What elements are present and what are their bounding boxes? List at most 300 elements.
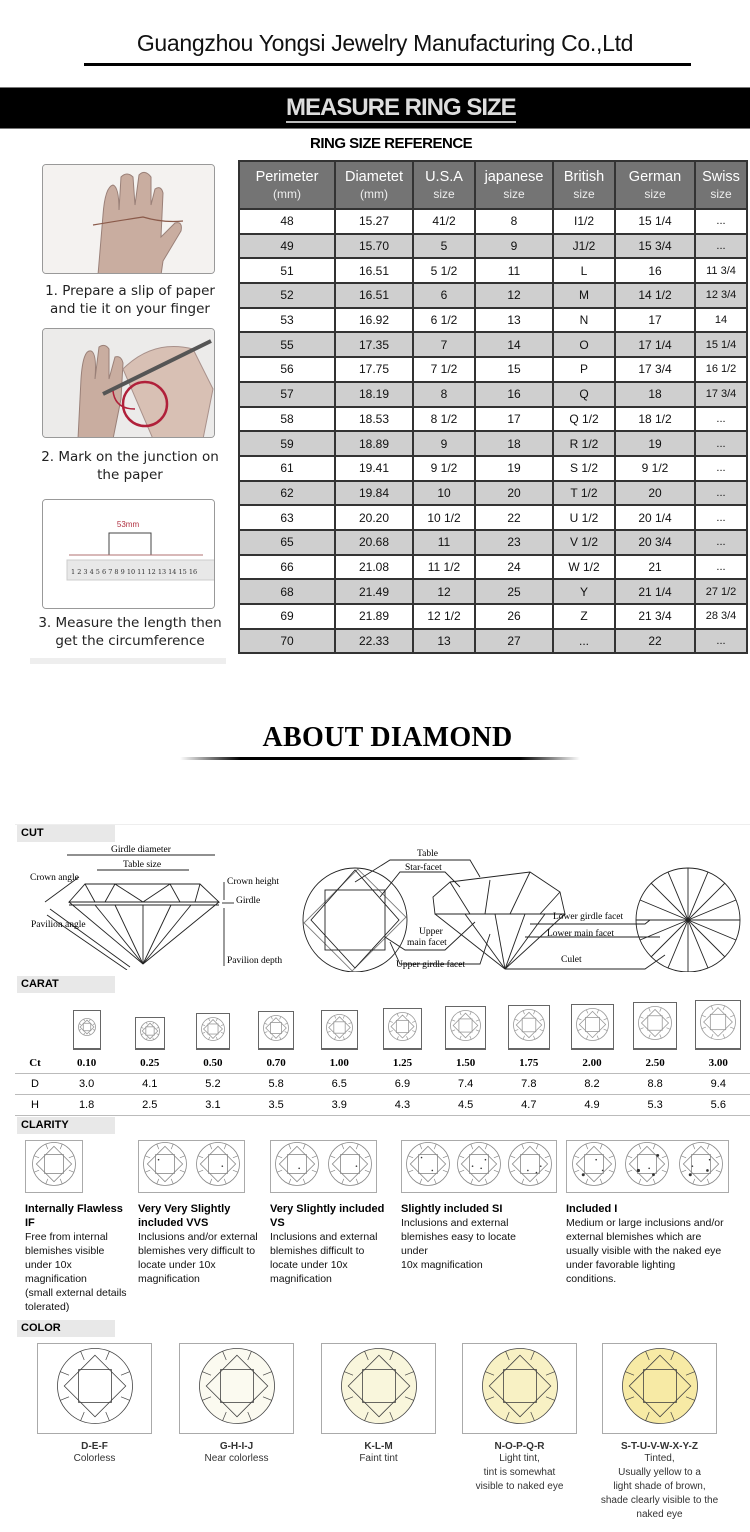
carat-value: 8.8 <box>647 1078 663 1090</box>
label-star-facet: Star-facet <box>405 863 442 873</box>
table-cell: 16.51 <box>335 283 413 308</box>
ring-size-table <box>238 160 748 654</box>
label-pavilion-depth: Pavilion depth <box>227 956 283 966</box>
carat-stone-box <box>508 1005 550 1050</box>
ring-size-reference-title: RING SIZE REFERENCE <box>310 135 473 152</box>
row-label: H <box>31 1099 39 1111</box>
clarity-grade-code: VS <box>270 1217 285 1229</box>
table-cell: 27 <box>475 629 553 654</box>
column-header-title: U.S.A <box>425 169 463 185</box>
table-cell: Q <box>553 382 615 407</box>
clarity-grade-code: IF <box>25 1217 35 1229</box>
table-cell: 53 <box>239 308 335 333</box>
color-grade-label: D-E-F <box>81 1441 108 1452</box>
diamond-icon <box>624 1141 670 1192</box>
diamond-icon <box>405 1141 451 1192</box>
table-cell: 9 <box>475 234 553 259</box>
table-cell: 11 <box>475 258 553 283</box>
color-grade <box>159 1441 314 1466</box>
table-row <box>239 555 747 580</box>
column-header-title: japanese <box>484 169 544 185</box>
color-grade <box>301 1441 456 1466</box>
color-image-box <box>179 1343 294 1434</box>
row-label: D <box>31 1078 39 1090</box>
table-cell: 15.70 <box>335 234 413 259</box>
clarity-grade-title: Very Slightly included <box>270 1203 385 1215</box>
diamond-icon <box>387 1011 418 1047</box>
clarity-grade-description: external blemishes which are <box>566 1231 702 1243</box>
cut-facets-diagram <box>295 842 750 972</box>
clarity-grade-description: tolerated) <box>25 1301 70 1313</box>
diamond-icon <box>512 1008 546 1047</box>
table-cell: 70 <box>239 629 335 654</box>
table-cell: 21 <box>615 555 695 580</box>
column-header <box>335 161 413 209</box>
clarity-grade-code: included VVS <box>138 1217 209 1229</box>
table-cell: 10 1/2 <box>413 505 475 530</box>
carat-value: 1.8 <box>78 1099 95 1111</box>
carat-stone-box <box>695 1000 741 1050</box>
column-header-title: Swiss <box>702 169 740 185</box>
column-header <box>413 161 475 209</box>
clarity-grade-description: locate under 10x <box>270 1259 348 1271</box>
clarity-grade <box>270 1202 405 1286</box>
table-cell: 21.49 <box>335 579 413 604</box>
carat-value: 7.8 <box>521 1078 537 1090</box>
diamond-icon <box>31 1141 77 1192</box>
table-cell: 5 1/2 <box>413 258 475 283</box>
clarity-grade-description: 10x magnification <box>401 1259 483 1271</box>
clarity-grade-description: under favorable lighting <box>566 1259 676 1271</box>
carat-stone-box <box>445 1006 486 1050</box>
color-grade-description: tint is somewhat <box>483 1467 556 1478</box>
measure-ring-size-banner <box>0 87 750 129</box>
carat-value: 5.6 <box>710 1099 726 1111</box>
table-cell: 16 <box>615 258 695 283</box>
diamond-icon <box>507 1141 553 1192</box>
table-row <box>239 258 747 283</box>
carat-value: 6.5 <box>331 1078 347 1090</box>
carat-value: 2.00 <box>582 1057 602 1069</box>
diamond-icon <box>449 1009 482 1047</box>
table-cell: 65 <box>239 530 335 555</box>
clarity-grade <box>401 1202 536 1272</box>
table-cell: 17 3/4 <box>695 382 747 407</box>
table-cell: 20 1/4 <box>615 505 695 530</box>
table-cell: 19 <box>475 456 553 481</box>
carat-ct-row <box>15 1053 750 1074</box>
label-crown-height: Crown height <box>227 877 279 887</box>
table-cell: 16 <box>475 382 553 407</box>
color-grade <box>582 1441 737 1522</box>
table-cell: 12 3/4 <box>695 283 747 308</box>
table-cell: 19 <box>615 431 695 456</box>
clarity-grade-title: Very Very Slightly <box>138 1203 231 1215</box>
table-cell: 58 <box>239 407 335 432</box>
table-cell: 9 1/2 <box>615 456 695 481</box>
carat-value: 0.50 <box>203 1057 223 1069</box>
carat-value: 9.4 <box>710 1078 726 1090</box>
carat-value: 5.8 <box>268 1078 284 1090</box>
label-lower-girdle: Lower girdle facet <box>553 912 624 922</box>
color-image-box <box>602 1343 717 1434</box>
table-cell: 8 1/2 <box>413 407 475 432</box>
column-header <box>553 161 615 209</box>
clarity-grade-description: blemishes visible <box>25 1245 105 1257</box>
table-cell: ... <box>695 481 747 506</box>
color-grade-label: S-T-U-V-W-X-Y-Z <box>620 1441 698 1452</box>
clarity-grade-description: blemishes very difficult to <box>138 1245 256 1257</box>
carat-stone-box <box>196 1013 230 1050</box>
carat-stone-box <box>258 1011 294 1050</box>
table-row <box>239 431 747 456</box>
column-header <box>475 161 553 209</box>
table-cell: 62 <box>239 481 335 506</box>
table-cell: 16.92 <box>335 308 413 333</box>
table-cell: 68 <box>239 579 335 604</box>
column-header <box>615 161 695 209</box>
about-diamond-underline <box>180 757 580 760</box>
column-header-unit: size <box>433 187 455 201</box>
carat-value: 3.9 <box>331 1099 347 1111</box>
table-cell: R 1/2 <box>553 431 615 456</box>
table-cell: 17 <box>475 407 553 432</box>
table-cell: 69 <box>239 604 335 629</box>
carat-value: 1.50 <box>455 1057 476 1069</box>
diamond-icon <box>621 1347 699 1430</box>
table-cell: 21.89 <box>335 604 413 629</box>
table-cell: 51 <box>239 258 335 283</box>
table-row <box>239 456 747 481</box>
clarity-grade-description: blemishes difficult to <box>270 1245 365 1257</box>
diamond-icon <box>262 1014 290 1047</box>
table-cell: L <box>553 258 615 283</box>
carat-value: 2.50 <box>645 1057 665 1069</box>
table-cell: 17 1/4 <box>615 332 695 357</box>
diamond-icon <box>699 1003 737 1046</box>
table-cell: 16.51 <box>335 258 413 283</box>
table-cell: 13 <box>413 629 475 654</box>
table-cell: 61 <box>239 456 335 481</box>
table-cell: ... <box>695 407 747 432</box>
step-3-image <box>42 499 215 609</box>
column-header-title: British <box>563 169 605 185</box>
table-cell: 9 <box>413 431 475 456</box>
table-row <box>239 357 747 382</box>
clarity-image-box <box>138 1140 245 1193</box>
diamond-icon <box>456 1141 502 1192</box>
table-row <box>239 481 747 506</box>
table-row <box>239 579 747 604</box>
table-cell: 41/2 <box>413 209 475 234</box>
diamond-icon <box>340 1347 418 1430</box>
table-cell: 25 <box>475 579 553 604</box>
column-header-unit: size <box>644 187 666 201</box>
table-cell: 12 <box>413 579 475 604</box>
table-row <box>239 407 747 432</box>
clarity-grade-description: usually visible with the naked eye <box>566 1245 722 1257</box>
table-cell: 24 <box>475 555 553 580</box>
step-3-caption: 3. Measure the length then get the circumference <box>38 615 222 649</box>
ruler-label: 53mm <box>116 520 140 529</box>
label-crown-angle: Crown angle <box>30 873 79 883</box>
carat-value: 1.25 <box>392 1057 413 1069</box>
table-cell: 49 <box>239 234 335 259</box>
color-image-box <box>37 1343 152 1434</box>
carat-value: 4.5 <box>457 1099 474 1111</box>
label-lower-main: Lower main facet <box>547 929 614 939</box>
table-cell: 26 <box>475 604 553 629</box>
step-2-image <box>42 328 215 438</box>
table-cell: 18.53 <box>335 407 413 432</box>
carat-value: 1.75 <box>519 1057 539 1069</box>
clarity-grade <box>138 1202 273 1286</box>
carat-value: 7.4 <box>457 1078 474 1090</box>
table-cell: ... <box>695 209 747 234</box>
cut-profile-diagram <box>15 842 295 970</box>
label-table: Table <box>417 849 438 859</box>
carat-value: 0.10 <box>76 1057 97 1069</box>
clarity-grade-description: Inclusions and external <box>401 1217 509 1229</box>
ruler-measure-icon <box>43 500 215 609</box>
hand-marking-paper-icon <box>43 329 215 438</box>
carat-value: 4.7 <box>521 1099 537 1111</box>
clarity-grade-description: Inclusions and/or external <box>138 1231 258 1243</box>
label-upper-main-1: Upper <box>419 927 443 937</box>
table-cell: 14 <box>475 332 553 357</box>
table-row <box>239 209 747 234</box>
clarity-section-label: CLARITY <box>17 1117 115 1134</box>
table-cell: 8 <box>475 209 553 234</box>
table-cell: 18 1/2 <box>615 407 695 432</box>
column-header-title: Diametet <box>344 169 404 185</box>
table-cell: ... <box>695 431 747 456</box>
label-upper-girdle: Upper girdle facet <box>396 960 466 970</box>
diamond-icon <box>142 1141 188 1192</box>
table-row <box>239 332 747 357</box>
color-grade-description: naked eye <box>636 1509 683 1520</box>
table-cell: Z <box>553 604 615 629</box>
table-cell: ... <box>695 234 747 259</box>
table-cell: 11 3/4 <box>695 258 747 283</box>
column-header-unit: size <box>710 187 732 201</box>
color-grade-description: shade clearly visible to the <box>600 1495 719 1506</box>
carat-value: 1.00 <box>329 1057 349 1069</box>
column-header-unit: (mm) <box>273 187 301 201</box>
color-grade-description: Faint tint <box>359 1453 398 1464</box>
table-cell: 22 <box>475 505 553 530</box>
table-cell: 11 1/2 <box>413 555 475 580</box>
clarity-grade-description: locate under 10x <box>138 1259 216 1271</box>
clarity-image-box <box>566 1140 729 1193</box>
color-image-box <box>321 1343 436 1434</box>
carat-section-label: CARAT <box>17 976 115 993</box>
table-cell: 5 <box>413 234 475 259</box>
clarity-grade-description: magnification <box>138 1273 200 1285</box>
table-header-row <box>239 161 747 209</box>
carat-value: 8.2 <box>584 1078 600 1090</box>
clarity-image-box <box>25 1140 83 1193</box>
clarity-image-box <box>401 1140 557 1193</box>
label-table-size: Table size <box>123 860 162 870</box>
carat-value: 4.3 <box>394 1099 411 1111</box>
table-cell: 20 3/4 <box>615 530 695 555</box>
color-grade-label: G-H-I-J <box>219 1441 254 1452</box>
color-grade-description: Near colorless <box>204 1453 269 1464</box>
table-cell: 18 <box>615 382 695 407</box>
label-upper-main-2: main facet <box>407 938 447 948</box>
table-cell: 19.41 <box>335 456 413 481</box>
banner-title: MEASURE RING SIZE <box>286 94 516 121</box>
table-cell: 21.08 <box>335 555 413 580</box>
table-cell: J1/2 <box>553 234 615 259</box>
color-grade-description: light shade of brown, <box>613 1481 706 1492</box>
table-cell: 17.35 <box>335 332 413 357</box>
diamond-icon <box>637 1005 673 1046</box>
clarity-grade-title: Slightly included SI <box>401 1203 503 1215</box>
table-cell: 27 1/2 <box>695 579 747 604</box>
diamond-icon <box>575 1007 610 1047</box>
table-cell: 17 <box>615 308 695 333</box>
table-cell: 18.19 <box>335 382 413 407</box>
table-row <box>239 382 747 407</box>
table-row <box>239 308 747 333</box>
carat-value: 5.3 <box>647 1099 663 1111</box>
table-cell: 66 <box>239 555 335 580</box>
table-cell: I1/2 <box>553 209 615 234</box>
table-cell: P <box>553 357 615 382</box>
steps-footer-bar <box>30 658 226 664</box>
table-row <box>239 505 747 530</box>
carat-value: 5.2 <box>205 1078 221 1090</box>
table-cell: 20 <box>615 481 695 506</box>
clarity-grade-description: conditions. <box>566 1273 617 1285</box>
table-cell: 14 <box>695 308 747 333</box>
table-cell: ... <box>695 456 747 481</box>
color-grade-description: Tinted, <box>644 1453 675 1464</box>
carat-stone-row <box>15 995 750 1050</box>
table-cell: 23 <box>475 530 553 555</box>
cut-section-label: CUT <box>17 825 115 842</box>
carat-value: 3.1 <box>205 1099 221 1111</box>
table-cell: O <box>553 332 615 357</box>
color-grade-description: Light tint, <box>499 1453 540 1464</box>
carat-value: 3.00 <box>708 1057 728 1069</box>
table-cell: 12 <box>475 283 553 308</box>
table-cell: 15 1/4 <box>695 332 747 357</box>
carat-h-row <box>15 1095 750 1116</box>
column-header <box>239 161 335 209</box>
clarity-grade-description: (small external details <box>25 1287 127 1299</box>
column-header-unit: (mm) <box>360 187 388 201</box>
diamond-icon <box>77 1017 97 1042</box>
table-cell: 21 3/4 <box>615 604 695 629</box>
carat-d-row <box>15 1074 750 1095</box>
column-header-unit: size <box>573 187 595 201</box>
diamond-icon <box>678 1141 724 1192</box>
color-grade-description: visible to naked eye <box>475 1481 564 1492</box>
hand-with-string-icon <box>43 165 215 274</box>
table-cell: 17.75 <box>335 357 413 382</box>
diamond-icon <box>571 1141 617 1192</box>
carat-stone-box <box>321 1010 358 1050</box>
table-cell: 14 1/2 <box>615 283 695 308</box>
table-row <box>239 629 747 654</box>
clarity-image-box <box>270 1140 377 1193</box>
diamond-icon <box>481 1347 559 1430</box>
table-cell: 48 <box>239 209 335 234</box>
carat-stone-box <box>383 1008 422 1050</box>
table-cell: 10 <box>413 481 475 506</box>
diamond-icon <box>198 1347 276 1430</box>
table-cell: 22 <box>615 629 695 654</box>
color-grade <box>442 1441 597 1494</box>
table-cell: 63 <box>239 505 335 530</box>
ruler-numbers: 1 2 3 4 5 6 7 8 9 10 11 12 13 14 15 16 <box>71 568 198 576</box>
color-grade-label: K-L-M <box>364 1441 393 1452</box>
table-cell: 52 <box>239 283 335 308</box>
table-cell: S 1/2 <box>553 456 615 481</box>
table-cell: 7 1/2 <box>413 357 475 382</box>
diamond-icon <box>327 1141 373 1192</box>
table-cell: 13 <box>475 308 553 333</box>
carat-stone-box <box>571 1004 614 1050</box>
table-cell: 8 <box>413 382 475 407</box>
table-cell: V 1/2 <box>553 530 615 555</box>
table-cell: 12 1/2 <box>413 604 475 629</box>
table-row <box>239 530 747 555</box>
table-cell: 16 1/2 <box>695 357 747 382</box>
table-cell: 20.20 <box>335 505 413 530</box>
table-cell: 57 <box>239 382 335 407</box>
company-underline <box>84 63 691 66</box>
table-cell: 15 1/4 <box>615 209 695 234</box>
clarity-grade-description: under 10x <box>25 1259 72 1271</box>
section-divider <box>15 824 750 825</box>
clarity-grade-description: magnification <box>270 1273 332 1285</box>
table-cell: 15 3/4 <box>615 234 695 259</box>
row-label: Ct <box>29 1057 41 1069</box>
step-1-caption: 1. Prepare a slip of paper and tie it on your finger <box>45 283 215 317</box>
table-cell: 20.68 <box>335 530 413 555</box>
table-cell: 11 <box>413 530 475 555</box>
table-cell: Q 1/2 <box>553 407 615 432</box>
table-cell: N <box>553 308 615 333</box>
carat-value: 3.5 <box>268 1099 284 1111</box>
clarity-grade-description: Free from internal <box>25 1231 108 1243</box>
color-grade-description: Usually yellow to a <box>618 1467 701 1478</box>
table-cell: ... <box>553 629 615 654</box>
label-culet: Culet <box>561 955 582 965</box>
color-image-box <box>462 1343 577 1434</box>
table-cell: 21 1/4 <box>615 579 695 604</box>
carat-stone-box <box>633 1002 677 1050</box>
table-cell: 55 <box>239 332 335 357</box>
about-diamond-title: ABOUT DIAMOND <box>262 722 513 753</box>
table-cell: 18 <box>475 431 553 456</box>
table-cell: 15.27 <box>335 209 413 234</box>
table-cell: 15 <box>475 357 553 382</box>
column-header <box>695 161 747 209</box>
table-row <box>239 604 747 629</box>
diamond-icon <box>325 1013 354 1047</box>
column-header-title: German <box>628 169 682 185</box>
diamond-icon <box>139 1020 161 1047</box>
color-grade <box>17 1441 172 1466</box>
clarity-grade-description: Inclusions and external <box>270 1231 378 1243</box>
table-cell: 20 <box>475 481 553 506</box>
table-cell: 18.89 <box>335 431 413 456</box>
